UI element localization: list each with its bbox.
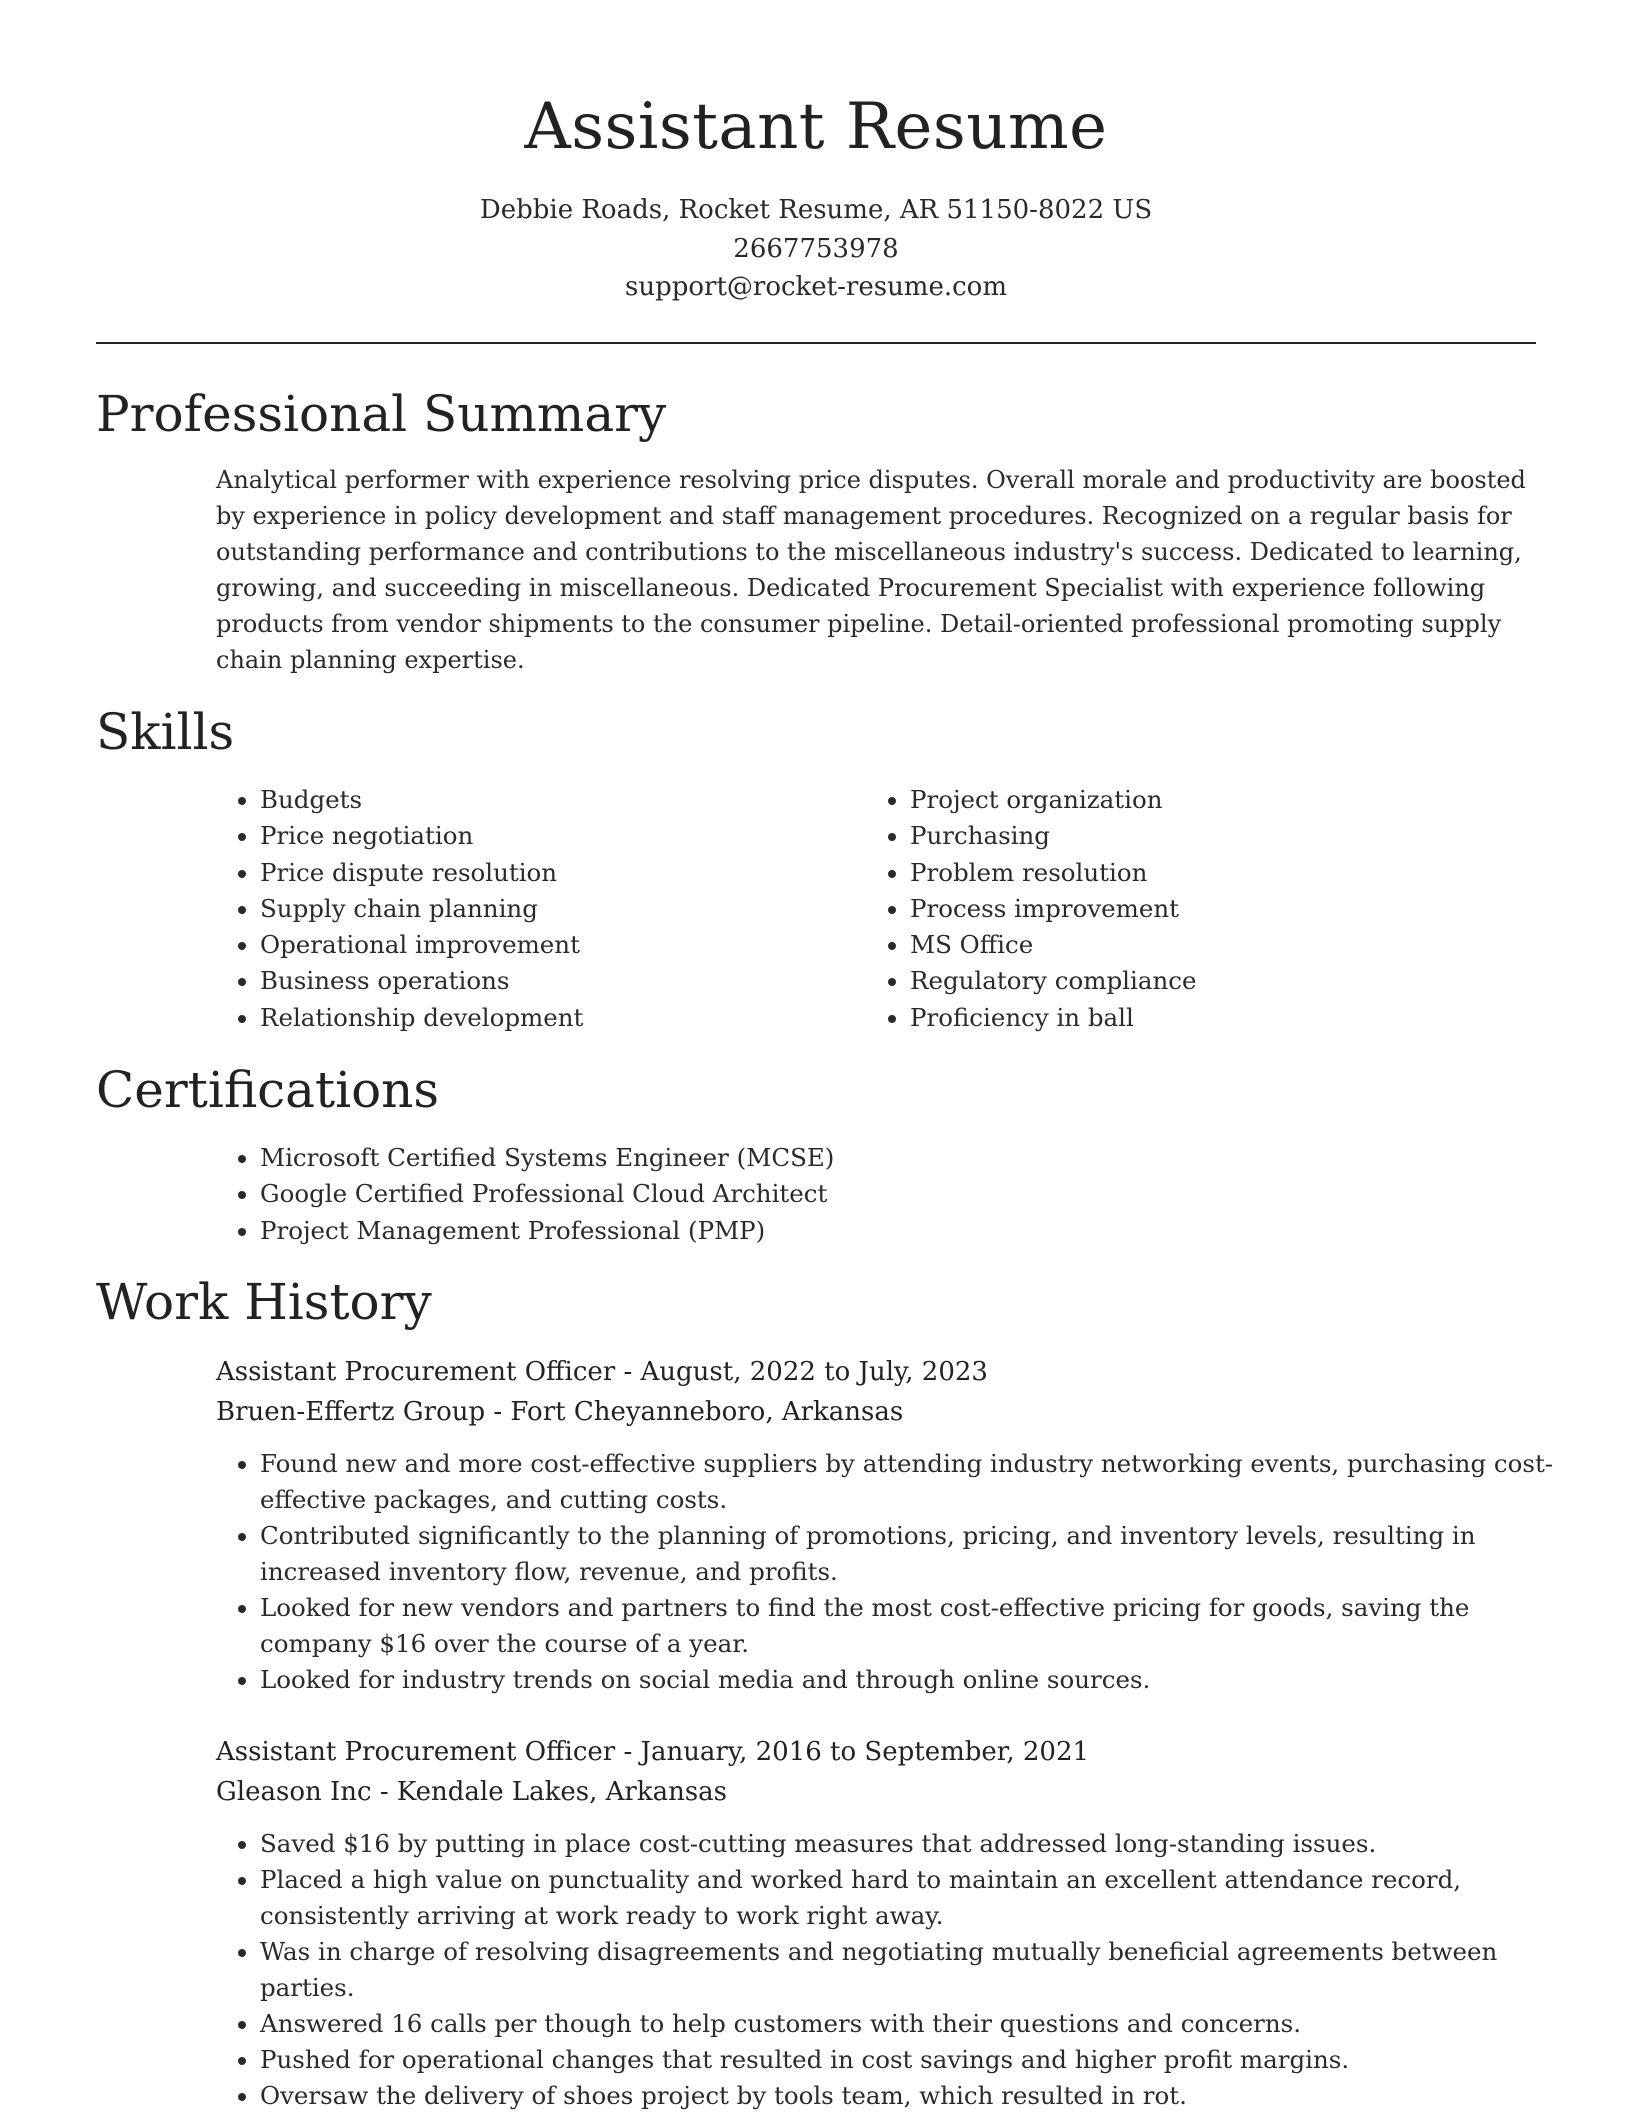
- contact-email: support@rocket-resume.com: [624, 272, 1007, 302]
- skill-item: • Price dispute resolution: [260, 855, 820, 891]
- skill-item: • Process improvement: [910, 891, 1470, 927]
- certifications-list: [216, 1140, 1580, 1249]
- job-bullet: • Found new and more cost-effective suppliers by attending industry networking events, purchasing cost-effective packages, and cutting costs.: [260, 1446, 1580, 1518]
- job-1-company: Bruen-Effertz Group - Fort Cheyanneboro, Arkansas: [216, 1397, 904, 1427]
- skill-item: • Relationship development: [260, 1000, 820, 1036]
- job-2-company: Gleason Inc - Kendale Lakes, Arkansas: [216, 1777, 728, 1807]
- resume-title: Assistant Resume: [524, 90, 1108, 164]
- skill-item: • Price negotiation: [260, 818, 820, 854]
- job-bullet: • Looked for new vendors and partners to find the most cost-effective pricing for goods, saving the company $16 over the course of a year.: [260, 1590, 1580, 1662]
- skill-item: • Budgets: [260, 782, 820, 818]
- job-bullet: • Answered 16 calls per though to help customers with their questions and concerns.: [260, 2006, 1580, 2042]
- certification-item: • Microsoft Certified Systems Engineer (MCSE): [260, 1140, 1580, 1176]
- certification-item: • Project Management Professional (PMP): [260, 1213, 1580, 1249]
- skill-item: • Supply chain planning: [260, 891, 820, 927]
- job-bullet: • Saved $16 by putting in place cost-cutting measures that addressed long-standing issues.: [260, 1826, 1580, 1862]
- job-bullet: • Was in charge of resolving disagreements and negotiating mutually beneficial agreements between parties.: [260, 1934, 1580, 2006]
- header-divider: [96, 342, 1536, 344]
- job-bullet: • Contributed significantly to the planning of promotions, pricing, and inventory levels, resulting in increased inventory flow, revenue, and profits.: [260, 1518, 1580, 1590]
- work-history-heading: Work History: [96, 1273, 432, 1331]
- job-bullet: • Oversaw the delivery of shoes project by tools team, which resulted in rot.: [260, 2078, 1580, 2114]
- job-2-title: Assistant Procurement Officer - January, 2016 to September, 2021: [216, 1737, 1090, 1767]
- job-1-title: Assistant Procurement Officer - August, 2022 to July, 2023: [216, 1357, 988, 1387]
- skill-item: • Problem resolution: [910, 855, 1470, 891]
- job-1-bullets: [216, 1446, 1580, 1698]
- skills-list-right: [866, 782, 1470, 1036]
- skill-item: • Proficiency in ball: [910, 1000, 1470, 1036]
- summary-text: Analytical performer with experience resolving price disputes. Overall morale and productivity are boosted by experience in policy development and staff management procedures. Recognized on a regular basis for outstanding performance and contributions to the miscellaneous industry's success. Dedicated to learning, growing, and succeeding in miscellaneous. Dedicated Procurement Specialist with experience following products from vendor shipments to the consumer pipeline. Detail-oriented professional promoting supply chain planning expertise.: [216, 466, 1526, 674]
- skill-item: • Regulatory compliance: [910, 963, 1470, 999]
- skill-item: • MS Office: [910, 927, 1470, 963]
- skills-list-left: [216, 782, 820, 1036]
- certifications-heading: Certifications: [96, 1061, 440, 1119]
- skill-item: • Operational improvement: [260, 927, 820, 963]
- certification-item: • Google Certified Professional Cloud Architect: [260, 1176, 1580, 1212]
- skill-item: • Project organization: [910, 782, 1470, 818]
- job-2-bullets: [216, 1826, 1580, 2114]
- job-bullet: • Pushed for operational changes that resulted in cost savings and higher profit margins.: [260, 2042, 1580, 2078]
- contact-phone: 2667753978: [733, 234, 899, 264]
- job-bullet: • Placed a high value on punctuality and worked hard to maintain an excellent attendance record, consistently arriving at work ready to work right away.: [260, 1862, 1580, 1934]
- contact-address: Debbie Roads, Rocket Resume, AR 51150-8022 US: [479, 195, 1153, 225]
- job-bullet: • Looked for industry trends on social media and through online sources.: [260, 1662, 1580, 1698]
- skills-heading: Skills: [96, 703, 235, 761]
- summary-heading: Professional Summary: [96, 385, 667, 443]
- skill-item: • Purchasing: [910, 818, 1470, 854]
- skill-item: • Business operations: [260, 963, 820, 999]
